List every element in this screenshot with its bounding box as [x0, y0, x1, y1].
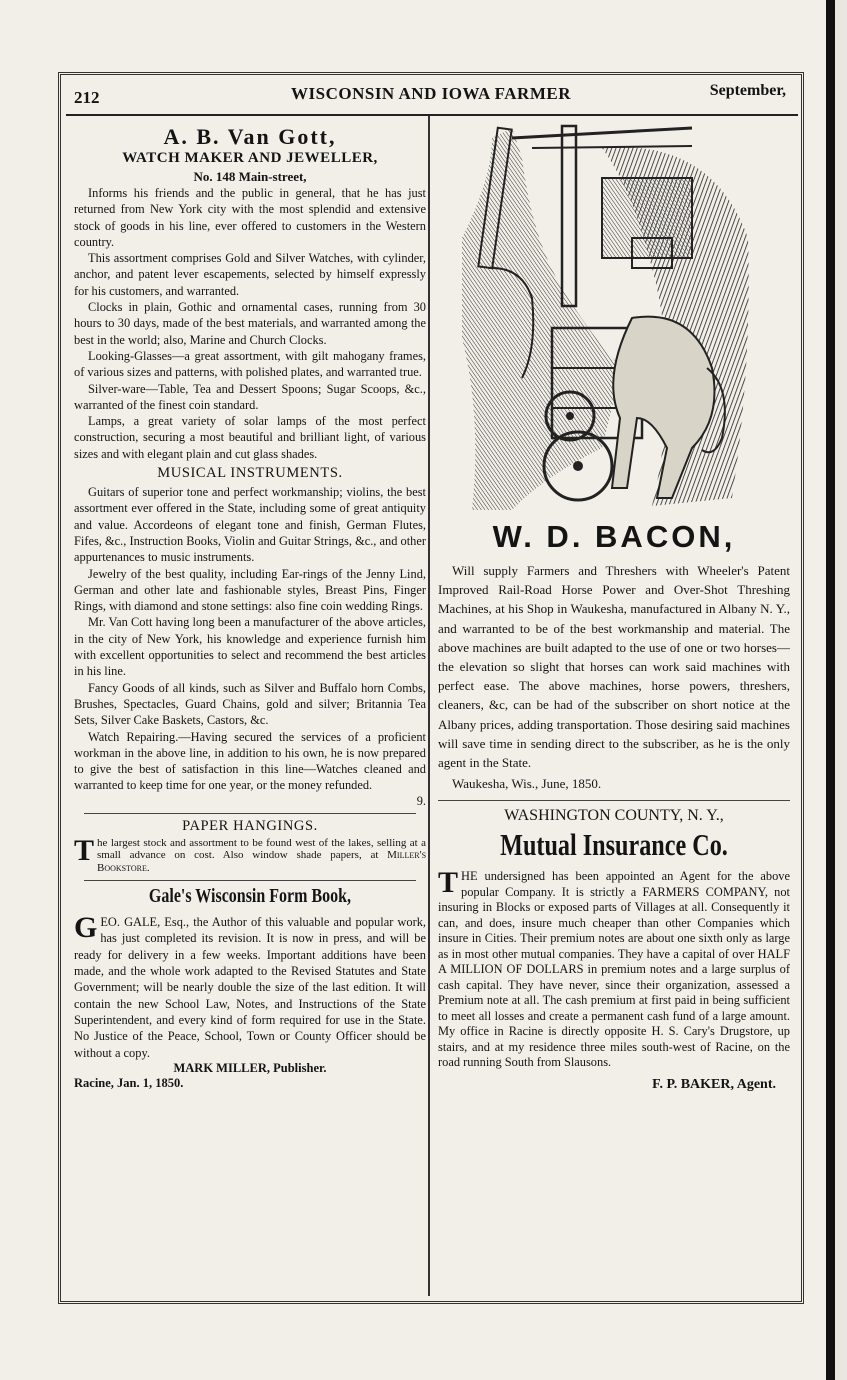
publication-title: WISCONSIN AND IOWA FARMER: [291, 84, 571, 103]
right-column: [438, 118, 790, 1093]
publisher-line: MARK MILLER, Publisher.: [173, 1060, 327, 1075]
vancott-advertisement: [74, 124, 426, 809]
advertiser-name: A. B. Van Gott,: [163, 124, 337, 149]
ad-number: 9.: [416, 793, 426, 808]
ad-text: he largest stock and assortment to be found west of the lakes, selling at a small advance on cost. Also window shade papers, at: [97, 836, 426, 862]
page-header: [72, 82, 790, 112]
ad-text: HE undersigned has been appointed an Agent for the above popular Company. It is strictly a FARMERS COMPANY, not insuring in Blocks or exposed parts of Villages at all. Consequently it can, and does, insure much cheaper than other Companies which insure in Cities. Their premium notes are about one sixth only as large as in most other mutual companies. They have a capital of over HALF A MILLION OF DOLLARS in premium notes and a large surplus of cash capital. They have never, since their organization, assessed a Premium note at all. The cash premium at first paid in being sufficient to meet all losses and create a permanent cash fund of a large amount. My office in Racine is directly opposite H. S. Cary's Drugstore, up stairs, and at my residence three miles south-west of Racine, on the road running South from Slausons.: [438, 869, 790, 1070]
header-rule: [66, 114, 798, 116]
dateline: Waukesha, Wis., June, 1850.: [452, 776, 602, 792]
divider: [84, 813, 416, 814]
divider: [84, 880, 416, 881]
issue-month: September,: [709, 82, 786, 99]
section-heading: PAPER HANGINGS.: [182, 817, 318, 834]
company-title: Mutual Insurance Co.: [500, 827, 728, 863]
left-column: [74, 118, 426, 1091]
page-number: 212: [74, 88, 100, 107]
agent-signature: F. P. BAKER, Agent.: [652, 1076, 776, 1092]
company-location: WASHINGTON COUNTY, N. Y.,: [504, 807, 724, 825]
advertiser-name: W. D. BACON,: [492, 519, 736, 554]
ad-paragraph: Lamps, a great variety of solar lamps of the most perfect construction, securing a most beautiful and brilliant light, of various sizes and with elegant plain and cut glass shades.: [74, 414, 426, 461]
ad-paragraph: Silver-ware—Table, Tea and Dessert Spoons; Sugar Scoops, &c., warranted of the finest coin standard.: [74, 381, 426, 412]
book-title: Gale's Wisconsin Form Book,: [148, 885, 352, 908]
form-book-advertisement: [74, 885, 426, 1091]
drop-cap: T: [438, 866, 459, 900]
ad-paragraph: This assortment comprises Gold and Silver Watches, with cylinder, anchor, and patent lever escapements, selected by himself expressly for his customers, and warranted.: [74, 251, 426, 298]
column-divider: [428, 116, 430, 1296]
page-margin: [835, 0, 847, 1380]
ad-paragraph: Clocks in plain, Gothic and ornamental cases, running from 30 hours to 30 days, made of the best materials, and warranted among the best in the world; also, Marine and Church Clocks.: [74, 300, 426, 347]
paper-hangings-advertisement: [74, 818, 426, 875]
ad-paragraph: Looking-Glasses—a great assortment, with gilt mahogany frames, of various sizes and patterns, with polished plates, and warranted true.: [74, 348, 426, 380]
drop-cap: G: [74, 911, 98, 945]
divider: [438, 800, 790, 801]
ad-paragraph: Guitars of superior tone and perfect workmanship; violins, the best assortment ever offered in the State, including some of great antiquity and value. Accordeons of elegant tone and finish, German Flutes, Fifes, &c., Instruction Books, Violin and Guitar Strings, &c., and other appurtenances to music instruments.: [74, 485, 426, 565]
drop-cap: T: [74, 833, 95, 867]
advertiser-address: No. 148 Main-street,: [193, 169, 307, 184]
horse-power-thresher-engraving: [452, 118, 752, 510]
advertiser-trade: WATCH MAKER AND JEWELLER,: [122, 150, 378, 166]
ad-text: Will supply Farmers and Threshers with Wheeler's Patent Improved Rail-Road Horse Power and Over-Shot Threshing Machines, at his Shop in Waukesha, manufactured in Albany N. Y., and warranted to be of the best workmanship and material. The above machines are built adapted to the use of one or two horses—the elevation so slight that horses can work said machines with perfect ease. The above machines, horse powers, threshers, cleaners, &c, can be had of the subscriber on short notice at the Albany prices, adding transportation. Those desiring said machines will save time in sending direct to the subscriber, as he is the only agent in the State.: [438, 563, 790, 771]
store-name: Miller's Bookstore.: [97, 849, 427, 874]
ad-paragraph: Informs his friends and the public in general, that he has just returned from New York city with the most splendid and extensive stock of goods in his line, ever offered to customers in the Western country.: [74, 186, 426, 249]
ad-paragraph: Fancy Goods of all kinds, such as Silver and Buffalo horn Combs, Brushes, Spectacles, Guard Chains, gold and silver; Britannia Tea Sets, Silver Cake Baskets, Castors, &c.: [74, 680, 426, 728]
section-heading: MUSICAL INSTRUMENTS.: [157, 465, 343, 482]
ad-paragraph: Jewelry of the best quality, including Ear-rings of the Jenny Lind, German and other late and fashionable styles, Breast Pins, Finger Rings, with diamond and stone settings: also fine coin wedding Rings.: [74, 566, 426, 614]
ad-text: EO. GALE, Esq., the Author of this valuable and popular work, has just completed its revision. It is now in press, and will be ready for delivery in a few weeks. Important additions have been made, and the whole work adapted to the Revised Statutes and State Government; will be nearly double the size of the last edition. It will contain the new School Law, Notes, and Instructions of the State Superintendent, and every kind of form required for use in the State. No Justice of the Peace, School, Town or County Officer should be without a copy.: [74, 915, 426, 1060]
binding-edge: [826, 0, 835, 1380]
ad-paragraph: Mr. Van Cott having long been a manufacturer of the above articles, in the city of New York, his knowledge and experience furnish him with excellent opportunities to select and recommend the best articles in his line.: [74, 615, 426, 679]
ad-paragraph: Watch Repairing.—Having secured the services of a proficient workman in the above line, in addition to his own, he is now prepared to give the best of satisfaction in this line—Watches cleaned and warranted to keep time for one year, or the money refunded.: [74, 729, 426, 793]
dateline: Racine, Jan. 1, 1850.: [74, 1075, 184, 1090]
